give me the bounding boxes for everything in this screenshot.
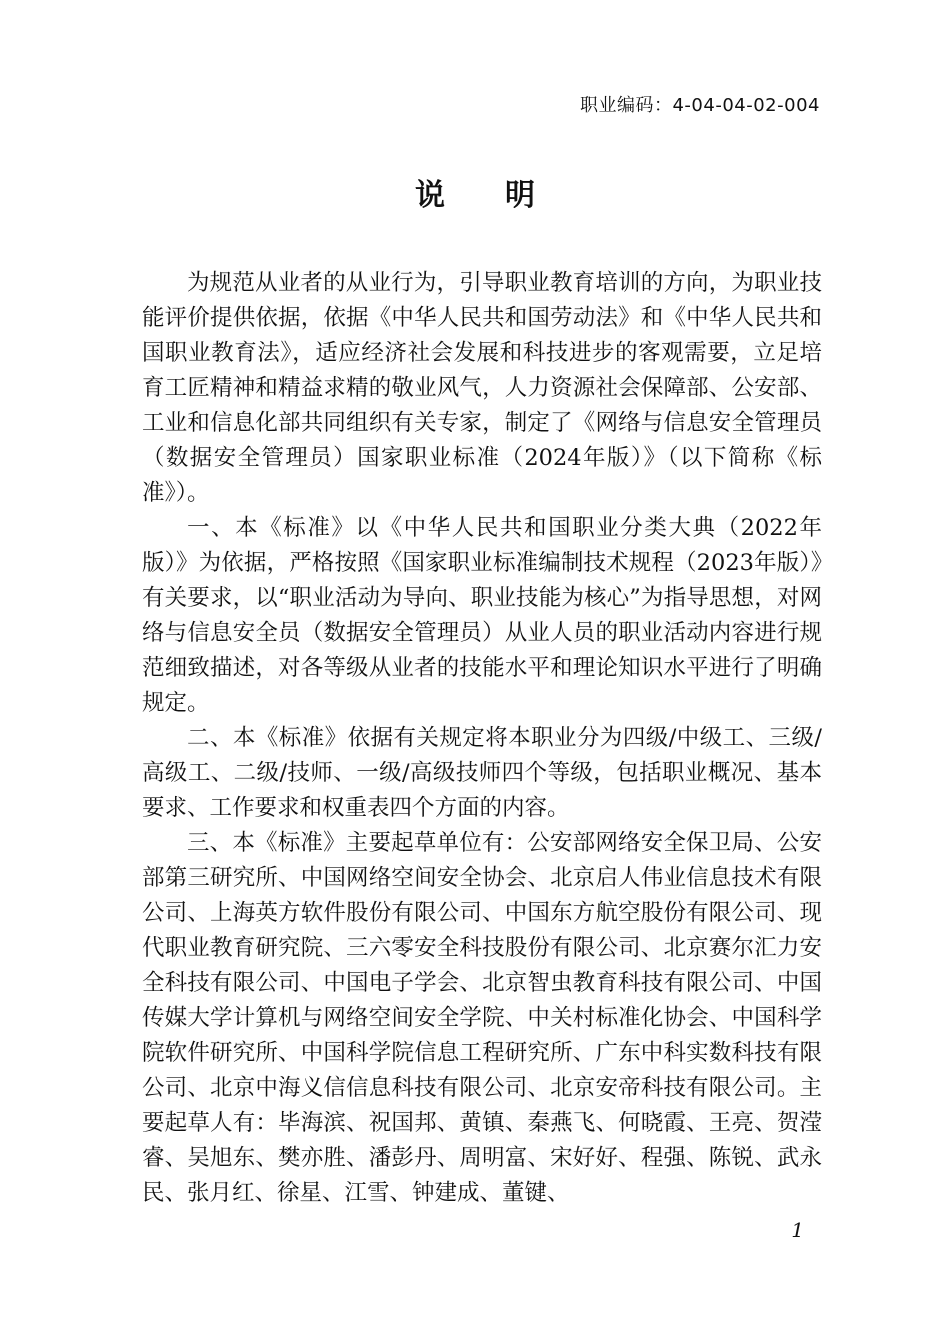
paragraph-three: 三、本《标准》主要起草单位有：公安部网络安全保卫局、公安部第三研究所、中国网络空间安全协会、北京启人伟业信息技术有限公司、上海英方软件股份有限公司、中国东方航空股份有限公司、现代职业教育研究院、三六零安全科技股份有限公司、北京赛尔汇力安全科技有限公司、中国电子学会、北京智虫教育科技有限公司、中国传媒大学计算机与网络空间安全学院、中关村标准化协会、中国科学院软件研究所、中国科学院信息工程研究所、广东中科实数科技有限公司、北京中海义信信息科技有限公司、北京安帝科技有限公司。主要起草人有：毕海滨、祝国邦、黄镇、秦燕飞、何晓霞、王亮、贺滢睿、吴旭东、樊亦胜、潘彭丹、周明富、宋好好、程强、陈锐、武永民、张月红、徐星、江雪、钟建成、董键、 — [142, 830, 822, 1206]
page-title: 说明 — [415, 178, 595, 213]
occupation-code: 职业编码：4-04-04-02-004 — [579, 95, 820, 116]
paragraph-intro: 为规范从业者的从业行为，引导职业教育培训的方向，为职业技能评价提供依据，依据《中华人民共和国劳动法》和《中华人民共和国职业教育法》，适应经济社会发展和科技进步的客观需要，立足培育工匠精神和精益求精的敬业风气，人力资源社会保障部、公安部、工业和信息化部共同组织有关专家，制定了《网络与信息安全管理员（数据安全管理员）国家职业标准（2024年版）》（以下简称《标准》）。 — [142, 270, 822, 506]
paragraph-two: 二、本《标准》依据有关规定将本职业分为四级/中级工、三级/高级工、二级/技师、一级/高级技师四个等级，包括职业概况、基本要求、工作要求和权重表四个方面的内容。 — [142, 725, 822, 821]
page-number: 1 — [791, 1218, 804, 1242]
paragraph-one: 一、本《标准》以《中华人民共和国职业分类大典（2022年版）》为依据，严格按照《国家职业标准编制技术规程（2023年版）》有关要求，以“职业活动为导向、职业技能为核心”为指导思想，对网络与信息安全员（数据安全管理员）从业人员的职业活动内容进行规范细致描述，对各等级从业者的技能水平和理论知识水平进行了明确规定。 — [142, 515, 822, 716]
body-text — [142, 266, 822, 1211]
